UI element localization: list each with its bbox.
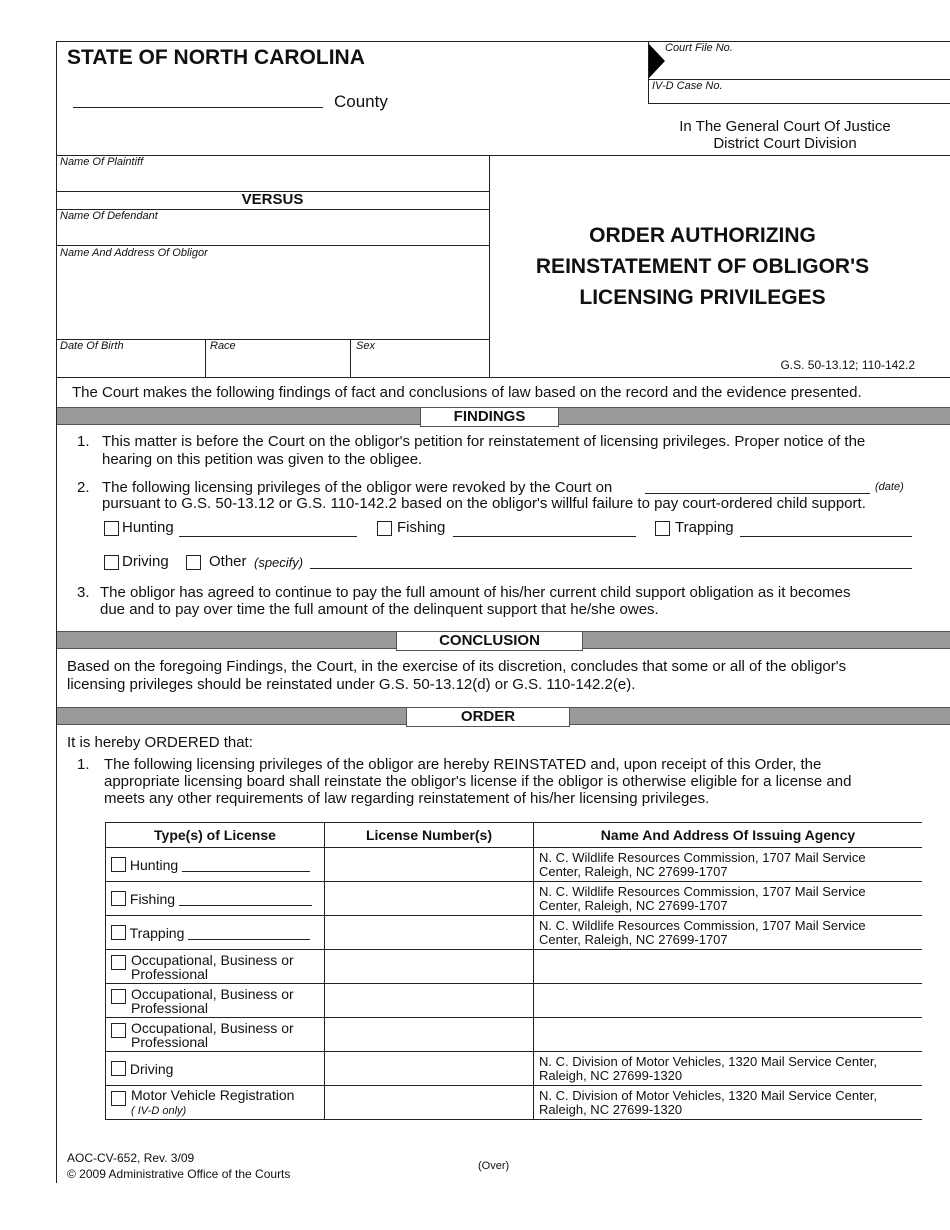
license-agency-cell <box>534 1052 923 1086</box>
order-1-line1: The following licensing privileges of the obligor are hereby REINSTATED and, upon receipt of this Order, the <box>104 756 822 773</box>
versus-label: VERSUS <box>241 191 304 208</box>
license-type-label: Occupational, Business or <box>131 985 294 1002</box>
header-divider <box>56 155 950 156</box>
hunting-field[interactable] <box>179 536 357 537</box>
intro-text: The Court makes the following findings of fact and conclusions of law based on the record and the evidence presented. <box>72 384 862 401</box>
finding-2-line1: The following licensing privileges of the obligor were revoked by the Court on <box>102 479 613 496</box>
license-type-cell <box>106 848 325 882</box>
col-number-header: License Number(s) <box>325 823 534 848</box>
order-bar <box>57 707 950 725</box>
trapping-checkbox[interactable] <box>655 521 670 539</box>
hunting-license-checkbox[interactable] <box>111 857 126 872</box>
hunting-label: Hunting <box>122 519 174 536</box>
license-row-driving <box>106 1052 923 1086</box>
license-number-cell[interactable] <box>325 950 534 984</box>
agency-line1: N. C. Division of Motor Vehicles, 1320 Mail Service Center, <box>539 1087 878 1103</box>
court-line2: District Court Division <box>713 135 857 152</box>
hunting-license-field[interactable] <box>182 857 310 872</box>
col-agency-header: Name And Address Of Issuing Agency <box>534 823 923 848</box>
license-row-fishing <box>106 882 923 916</box>
revocation-date-field[interactable] <box>645 493 870 494</box>
license-row-trapping <box>106 916 923 950</box>
license-type-cell <box>106 984 325 1018</box>
hunting-checkbox[interactable] <box>104 521 119 539</box>
license-number-cell[interactable] <box>325 1018 534 1052</box>
license-number-cell[interactable] <box>325 1052 534 1086</box>
license-number-cell[interactable] <box>325 984 534 1018</box>
order-1-line2: appropriate licensing board shall reinstate the obligor's license if the obligor is otherwise eligible for a license and <box>104 773 852 790</box>
license-type-label: Fishing <box>129 890 176 907</box>
license-type-note: ( IV-D only) <box>131 1104 187 1117</box>
agency-line2: Raleigh, NC 27699-1320 <box>539 1101 683 1117</box>
license-type-label: Hunting <box>129 856 179 873</box>
license-type-label: Motor Vehicle Registration <box>131 1086 295 1103</box>
col-type-header: Type(s) of License <box>106 823 325 848</box>
county-field[interactable] <box>73 107 323 108</box>
specify-label: (specify) <box>254 555 304 570</box>
license-type-label-2: Professional <box>131 1033 209 1050</box>
dob-divider <box>205 339 206 377</box>
order-heading: ORDER <box>406 707 570 727</box>
license-number-cell[interactable] <box>325 848 534 882</box>
trapping-label: Trapping <box>675 519 734 536</box>
fishing-field[interactable] <box>453 536 636 537</box>
trapping-field[interactable] <box>740 536 912 537</box>
license-table-header <box>106 823 923 848</box>
license-agency-cell[interactable] <box>534 984 923 1018</box>
finding-1-line2: hearing on this petition was given to the obligee. <box>102 451 423 468</box>
agency-line2: Raleigh, NC 27699-1320 <box>539 1067 683 1083</box>
occupational-1-checkbox[interactable] <box>111 955 126 970</box>
license-number-cell[interactable] <box>325 1086 534 1120</box>
order-1-line3: meets any other requirements of law regarding reinstatement of his/her licensing privileges. <box>104 790 710 807</box>
copyright: © 2009 Administrative Office of the Courts <box>67 1167 291 1181</box>
license-type-label: Occupational, Business or <box>131 951 294 968</box>
occupational-2-checkbox[interactable] <box>111 989 126 1004</box>
date-label: (date) <box>875 481 904 493</box>
license-type-cell <box>106 1052 325 1086</box>
finding-1-num: 1. <box>77 433 90 450</box>
license-agency-cell <box>534 848 923 882</box>
dob-label: Date Of Birth <box>60 340 124 352</box>
driving-license-checkbox[interactable] <box>111 1061 126 1076</box>
finding-3-line1: The obligor has agreed to continue to pay the full amount of his/her current child support obligation as it becomes <box>100 584 851 601</box>
agency-line1: N. C. Wildlife Resources Commission, 1707 Mail Service <box>539 883 866 899</box>
agency-line2: Center, Raleigh, NC 27699-1707 <box>539 863 728 879</box>
license-type-label-2: Professional <box>131 999 209 1016</box>
other-specify-field[interactable] <box>310 568 912 569</box>
license-type-label: Occupational, Business or <box>131 1019 294 1036</box>
form-id: AOC-CV-652, Rev. 3/09 <box>67 1151 195 1165</box>
fishing-license-field[interactable] <box>179 891 312 906</box>
driving-label: Driving <box>122 553 169 570</box>
parties-bottom <box>56 377 950 378</box>
fishing-license-checkbox[interactable] <box>111 891 126 906</box>
race-label: Race <box>210 340 236 352</box>
defendant-label: Name Of Defendant <box>60 210 158 222</box>
defendant-field[interactable] <box>56 245 489 246</box>
form-title-line1: ORDER AUTHORIZING <box>589 224 816 247</box>
vehicle-registration-checkbox[interactable] <box>111 1091 126 1106</box>
court-line1: In The General Court Of Justice <box>679 118 891 135</box>
agency-line1: N. C. Wildlife Resources Commission, 1707 Mail Service <box>539 917 866 933</box>
over-label: (Over) <box>478 1160 510 1172</box>
license-type-label: Trapping <box>129 924 185 941</box>
obligor-label: Name And Address Of Obligor <box>60 247 208 259</box>
license-row-occupational-2 <box>106 984 923 1018</box>
ivd-case-label: IV-D Case No. <box>652 80 723 92</box>
fishing-label: Fishing <box>397 519 446 536</box>
plaintiff-label: Name Of Plaintiff <box>60 156 144 168</box>
license-agency-cell <box>534 916 923 950</box>
driving-checkbox[interactable] <box>104 555 119 573</box>
license-row-vehicle-registration <box>106 1086 923 1120</box>
fishing-checkbox[interactable] <box>377 521 392 539</box>
occupational-3-checkbox[interactable] <box>111 1023 126 1038</box>
form-top-border <box>56 41 950 42</box>
sex-label: Sex <box>356 340 375 352</box>
license-type-cell <box>106 950 325 984</box>
license-type-label: Driving <box>129 1060 174 1077</box>
license-agency-cell <box>534 882 923 916</box>
statute-ref: G.S. 50-13.12; 110-142.2 <box>780 358 915 372</box>
trapping-license-checkbox[interactable] <box>111 925 126 940</box>
court-file-label: Court File No. <box>665 42 733 54</box>
trapping-license-field[interactable] <box>188 925 310 940</box>
license-row-occupational-3 <box>106 1018 923 1052</box>
conclusion-heading: CONCLUSION <box>396 631 583 651</box>
finding-2-line2: pursuant to G.S. 50-13.12 or G.S. 110-142.2 based on the obligor's willful failure to pay court-ordered child support. <box>102 495 866 512</box>
order-1-num: 1. <box>77 756 90 773</box>
license-type-cell <box>106 916 325 950</box>
agency-line2: Center, Raleigh, NC 27699-1707 <box>539 931 728 947</box>
license-number-cell[interactable] <box>325 916 534 950</box>
other-label: Other <box>209 553 247 570</box>
license-agency-cell[interactable] <box>534 950 923 984</box>
agency-line2: Center, Raleigh, NC 27699-1707 <box>539 897 728 913</box>
race-divider <box>350 339 351 377</box>
finding-3-line2: due and to pay over time the full amount of the delinquent support that he/she owes. <box>100 601 659 618</box>
license-type-label-2: Professional <box>131 965 209 982</box>
agency-line1: N. C. Wildlife Resources Commission, 1707 Mail Service <box>539 849 866 865</box>
license-table <box>105 822 922 1120</box>
state-heading: STATE OF NORTH CAROLINA <box>67 46 365 69</box>
findings-heading: FINDINGS <box>420 407 559 427</box>
other-checkbox[interactable] <box>186 555 201 573</box>
license-type-cell <box>106 1018 325 1052</box>
conclusion-bar <box>57 631 950 649</box>
license-number-cell[interactable] <box>325 882 534 916</box>
license-agency-cell[interactable] <box>534 1018 923 1052</box>
license-type-cell <box>106 882 325 916</box>
order-intro: It is hereby ORDERED that: <box>67 734 253 751</box>
license-row-occupational-1 <box>106 950 923 984</box>
license-agency-cell <box>534 1086 923 1120</box>
license-type-cell <box>106 1086 325 1120</box>
findings-bar <box>57 407 950 425</box>
form-title-line2: REINSTATEMENT OF OBLIGOR'S <box>535 255 870 278</box>
license-row-hunting <box>106 848 923 882</box>
finding-3-num: 3. <box>77 584 90 601</box>
file-box-arrow <box>649 44 665 78</box>
conclusion-line1: Based on the foregoing Findings, the Court, in the exercise of its discretion, concludes that some or all of the obligor's <box>67 658 847 675</box>
finding-1-line1: This matter is before the Court on the obligor's petition for reinstatement of licensing privileges. Proper notice of the <box>102 433 866 450</box>
form-left-border <box>56 41 57 1183</box>
conclusion-line2: licensing privileges should be reinstated under G.S. 50-13.12(d) or G.S. 110-142.2(e). <box>67 676 636 693</box>
ivd-case-field[interactable] <box>648 103 950 104</box>
finding-2-num: 2. <box>77 479 90 496</box>
agency-line1: N. C. Division of Motor Vehicles, 1320 Mail Service Center, <box>539 1053 878 1069</box>
county-label: County <box>334 92 388 111</box>
form-title-line3: LICENSING PRIVILEGES <box>579 286 826 309</box>
